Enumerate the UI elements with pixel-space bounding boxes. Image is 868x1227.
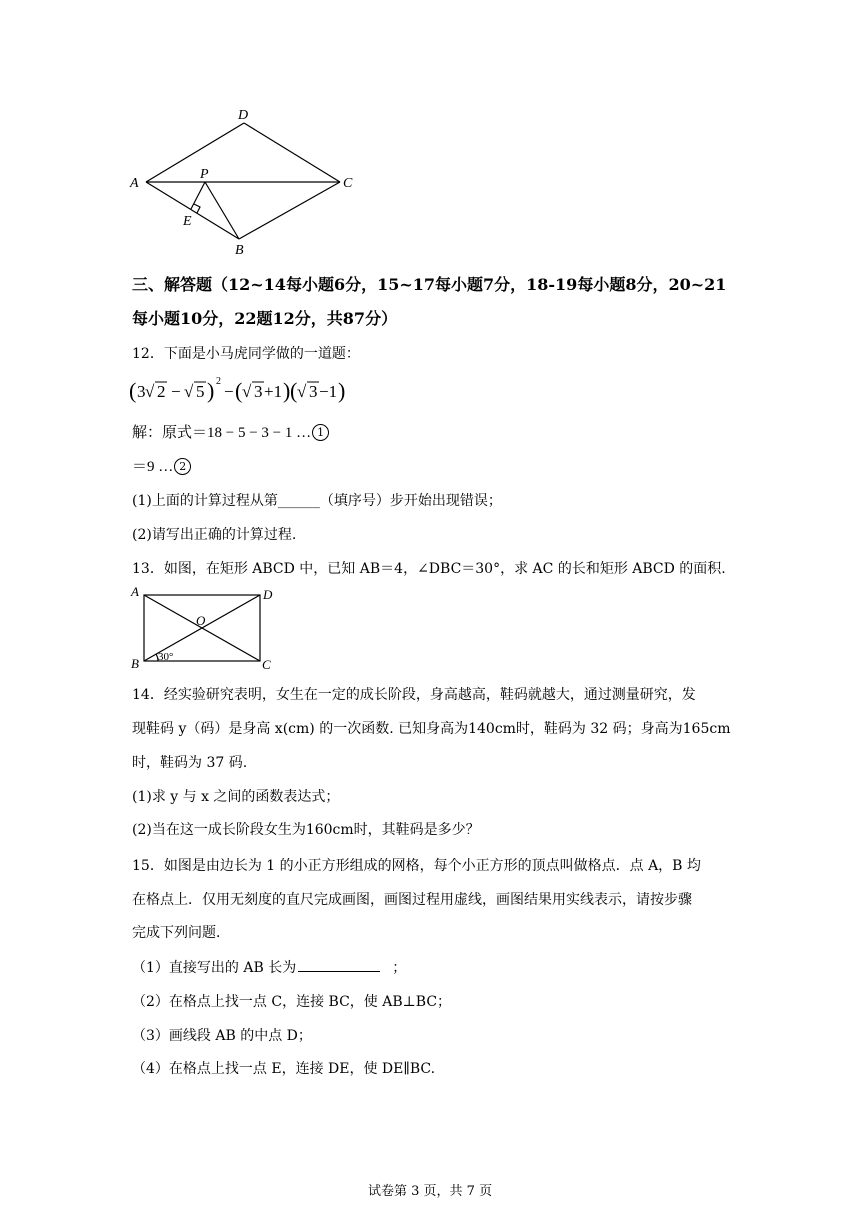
q14-part1: (1)求 y 与 x 之间的函数表达式； [132,789,340,805]
label-E: E [183,214,192,229]
svg-text:(: ( [129,378,137,403]
svg-text:3: 3 [137,382,146,401]
step-mark-2: 2 [174,458,191,475]
svg-text:5: 5 [196,382,205,401]
step-mark-1: 1 [312,424,329,441]
label-A: A [130,176,139,191]
figure-rectangle [128,583,280,675]
svg-text:−: − [171,382,181,401]
svg-text:): ) [338,378,346,403]
q12-solution-step1: 解：原式＝18 − 5 − 3 − 1 … 1 [132,421,329,442]
svg-text:−1: −1 [319,382,338,401]
svg-text:(: ( [235,378,243,403]
q14-line3: 时，鞋码为 37 码. [132,755,248,771]
q14-part2: (2)当在这一成长阶段女生为160cm时，其鞋码是多少？ [132,822,480,838]
q14-line1: 14．经实验研究表明，女生在一定的成长阶段，身高越高，鞋码就越大，通过测量研究，发 [132,687,696,703]
page-footer: 试卷第 3 页，共 7 页 [368,1184,493,1199]
svg-text:2: 2 [157,382,166,401]
svg-text:+1: +1 [264,382,283,401]
q12-stem: 12．下面是小马虎同学做的一道题： [132,346,360,362]
q15-part2: （2）在格点上找一点 C，连接 BC，使 AB⊥BC； [132,994,452,1010]
svg-text:O: O [196,613,206,628]
q13-text: 13．如图，在矩形 ABCD 中，已知 AB＝4，∠DBC＝30°，求 AC 的长和矩形 ABCD 的面积. [132,561,726,577]
label-C: C [343,176,353,191]
answer-blank [298,959,380,972]
svg-text:30°: 30° [158,651,174,663]
svg-text:): ) [283,378,291,403]
section-title-line1: 三、解答题（12~14每小题6分，15~17每小题7分，18-19每小题8分，20~21 [132,275,727,294]
sqrt-icon: √ [145,382,155,401]
figure-quadrilateral [120,105,370,260]
svg-text:3: 3 [254,382,263,401]
svg-text:(: ( [290,378,298,403]
svg-text:−: − [224,382,234,401]
sqrt-icon: √ [297,382,307,401]
q15-line3: 完成下列问题． [132,925,230,941]
q12-part1: (1)上面的计算过程从第______（填序号）步开始出现错误； [132,493,502,509]
svg-text:): ) [207,378,215,403]
q15-line2: 在格点上．仅用无刻度的直尺完成画图，画图过程用虚线，画图结果用实线表示，请按步骤 [132,892,692,908]
svg-text:D: D [263,587,273,602]
section-title-line2: 每小题10分，22题12分，共87分） [132,309,398,328]
q15-line1: 15．如图是由边长为 1 的小正方形组成的网格，每个小正方形的顶点叫做格点．点 A，B 均 [132,858,701,874]
svg-text:2: 2 [216,376,221,387]
svg-text:B: B [131,656,139,671]
q15-part3: （3）画线段 AB 的中点 D； [132,1028,312,1044]
label-D: D [238,108,249,123]
q12-part2: (2)请写出正确的计算过程. [132,527,297,543]
sqrt-icon: √ [242,382,252,401]
label-B: B [235,243,244,258]
label-P: P [200,167,209,182]
q14-line2: 现鞋码 y（码）是身高 x(cm) 的一次函数. 已知身高为140cm时，鞋码为 32 码；身高为165cm [132,721,731,737]
q12-solution-step2: ＝9 … 2 [132,455,191,476]
q15-part1: （1）直接写出的 AB 长为 ； [132,960,407,976]
sqrt-icon: √ [184,382,194,401]
svg-text:A: A [131,584,139,599]
svg-text:C: C [262,657,271,672]
svg-text:3: 3 [309,382,318,401]
q12-expression [128,372,348,408]
q15-part4: （4）在格点上找一点 E，连接 DE，使 DE∥BC. [132,1061,436,1077]
